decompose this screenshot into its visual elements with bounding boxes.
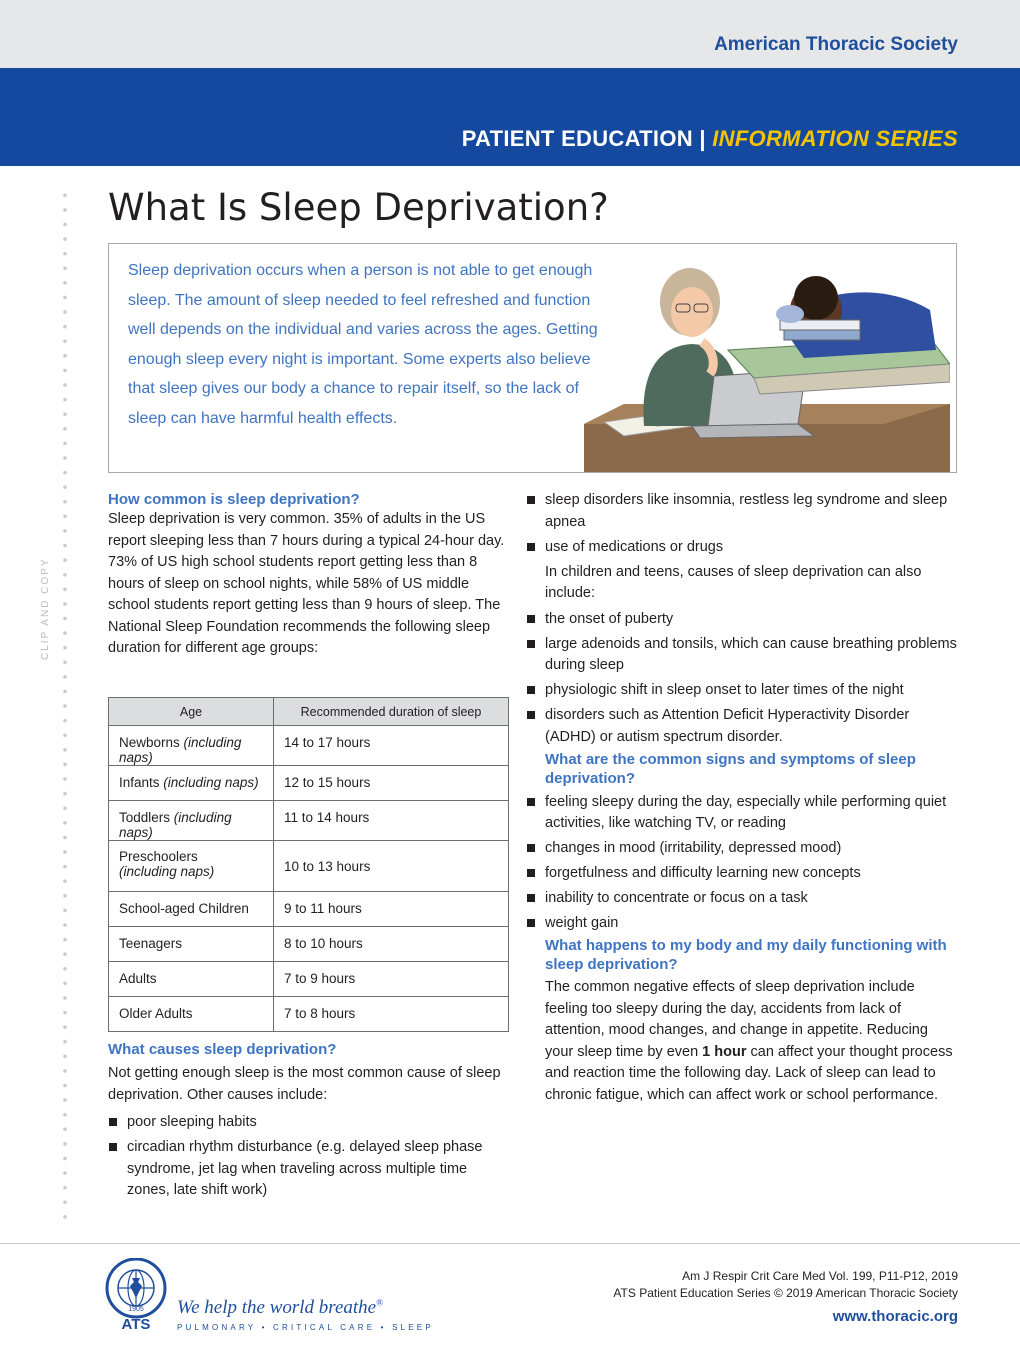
ats-globe-logo: [104, 1258, 168, 1332]
right-column: [526, 490, 960, 1106]
list-item: the onset of puberty: [526, 609, 960, 631]
hours-cell: 8 to 10 hours: [274, 927, 509, 962]
intro-text: Sleep deprivation occurs when a person is not able to get enough sleep. The amount of sleep needed to feel refreshed and function well depends on the individual and varies across the ages. Getting enough sleep every night is important. Some experts also believe that sleep gives our body a chance to repair itself, so the lack of sleep can have harmful health effects.: [128, 262, 598, 427]
hours-cell: 10 to 13 hours: [274, 841, 509, 892]
list-item: circadian rhythm disturbance (e.g. delayed sleep phase syndrome, jet lag when traveling across multiple time zones, late shift work): [108, 1137, 513, 1202]
effects-emphasis: 1 hour: [702, 1043, 747, 1060]
age-cell: [109, 801, 274, 841]
hours-cell: 7 to 8 hours: [274, 997, 509, 1032]
heading-causes: What causes sleep deprivation?: [108, 1041, 337, 1058]
heading-symptoms: What are the common signs and symptoms of sleep deprivation?: [545, 750, 916, 787]
series-prefix: PATIENT EDUCATION |: [461, 126, 706, 151]
organization-name: American Thoracic Society: [714, 34, 958, 55]
website-link[interactable]: www.thoracic.org: [832, 1308, 958, 1325]
table-header-duration: Recommended duration of sleep: [274, 698, 509, 726]
table-row: [109, 766, 509, 801]
paragraph-kids: In children and teens, causes of sleep deprivation can also include:: [545, 563, 922, 601]
age-note: (including naps): [119, 735, 242, 765]
left-column-bottom: [108, 1040, 513, 1205]
page-title: What Is Sleep Deprivation?: [108, 186, 609, 229]
sleep-duration-table: [108, 697, 509, 1032]
citation-journal: Am J Respir Crit Care Med Vol. 199, P11-P12, 2019: [682, 1269, 958, 1283]
age-label: Newborns: [119, 735, 180, 750]
hours-cell: 9 to 11 hours: [274, 892, 509, 927]
tagline: [177, 1297, 383, 1319]
heading-how-common: How common is sleep deprivation?: [108, 491, 360, 508]
logo-year: 1905: [128, 1306, 144, 1313]
list-item: changes in mood (irritability, depressed mood): [526, 838, 960, 860]
list-item: physiologic shift in sleep onset to later times of the night: [526, 680, 960, 702]
table-row: [109, 841, 509, 892]
paragraph-causes: Not getting enough sleep is the most common cause of sleep deprivation. Other causes include:: [108, 1065, 501, 1103]
table-header-age: Age: [109, 698, 274, 726]
footer-divider: [0, 1243, 1020, 1244]
list-item: feeling sleepy during the day, especially while performing quiet activities, like watching TV, or reading: [526, 792, 960, 835]
list-item: disorders such as Attention Deficit Hyperactivity Disorder (ADHD) or autism spectrum disorder.: [526, 705, 960, 748]
age-cell: [109, 766, 274, 801]
series-highlight: INFORMATION SERIES: [712, 126, 958, 151]
symptoms-list: [526, 792, 960, 935]
age-label: Toddlers: [119, 810, 171, 825]
citation: [613, 1268, 958, 1302]
left-column-top: [108, 490, 508, 660]
registered-mark: ®: [376, 1297, 383, 1308]
series-title: [462, 126, 958, 152]
sleepy-people-illustration: [584, 254, 950, 472]
causes-list: [108, 1112, 513, 1202]
hours-cell: 11 to 14 hours: [274, 801, 509, 841]
heading-effects: What happens to my body and my daily functioning with sleep deprivation?: [545, 937, 947, 973]
list-item: large adenoids and tonsils, which can cause breathing problems during sleep: [526, 634, 960, 677]
effects-text-1: The common negative effects of sleep deprivation include feeling too sleepy during the day, accidents from lack of attention, mood changes, and change in appetite. Reducing your sleep time by even: [545, 979, 928, 1060]
table-row: [109, 997, 509, 1032]
list-item: inability to concentrate or focus on a task: [526, 888, 960, 910]
table-row: [109, 726, 509, 766]
age-label: Infants: [119, 775, 160, 790]
top-bar: [0, 0, 1020, 68]
table-row: [109, 927, 509, 962]
hours-cell: 14 to 17 hours: [274, 726, 509, 766]
paragraph-how-common: Sleep deprivation is very common. 35% of adults in the US report sleeping less than 7 hours during a typical 24-hour day. 73% of US high school students report getting less than 8 hours of sleep on school nights, while 58% of US middle school students report getting less than 9 hours of sleep. The National Sleep Foundation recommends the following sleep duration for different age groups:: [108, 511, 505, 656]
tagline-sub: PULMONARY • CRITICAL CARE • SLEEP: [177, 1323, 434, 1332]
kids-causes-list: [526, 609, 960, 749]
age-cell: Teenagers: [109, 927, 274, 962]
citation-copyright: ATS Patient Education Series © 2019 American Thoracic Society: [613, 1286, 958, 1300]
list-item: poor sleeping habits: [108, 1112, 513, 1134]
list-item: forgetfulness and difficulty learning new concepts: [526, 863, 960, 885]
age-cell: School-aged Children: [109, 892, 274, 927]
list-item: weight gain: [526, 913, 960, 935]
tagline-text: We help the world breathe: [177, 1297, 377, 1318]
age-note: (including naps): [163, 775, 259, 790]
paragraph-effects: [545, 977, 960, 1106]
clip-dotted-line: [62, 188, 68, 1223]
table-row: [109, 962, 509, 997]
hours-cell: 7 to 9 hours: [274, 962, 509, 997]
age-cell: [109, 841, 274, 892]
causes-continued-list: [526, 490, 960, 558]
table-row: [109, 801, 509, 841]
list-item: sleep disorders like insomnia, restless leg syndrome and sleep apnea: [526, 490, 960, 533]
list-item: use of medications or drugs: [526, 537, 960, 559]
effects-text-2: can affect your thought process and reaction time the following day. Lack of sleep can lead to chronic fatigue, which can affect work or school performance.: [545, 1043, 953, 1103]
hours-cell: 12 to 15 hours: [274, 766, 509, 801]
age-note: (including naps): [119, 810, 232, 840]
age-cell: [109, 726, 274, 766]
age-note: (including naps): [119, 864, 215, 879]
clip-and-copy-label: CLIP AND COPY: [40, 557, 51, 660]
age-cell: Adults: [109, 962, 274, 997]
table-row: [109, 892, 509, 927]
age-label: Preschoolers: [119, 849, 198, 864]
age-cell: Older Adults: [109, 997, 274, 1032]
series-banner: [0, 68, 1020, 166]
logo-text: ATS: [121, 1316, 151, 1332]
